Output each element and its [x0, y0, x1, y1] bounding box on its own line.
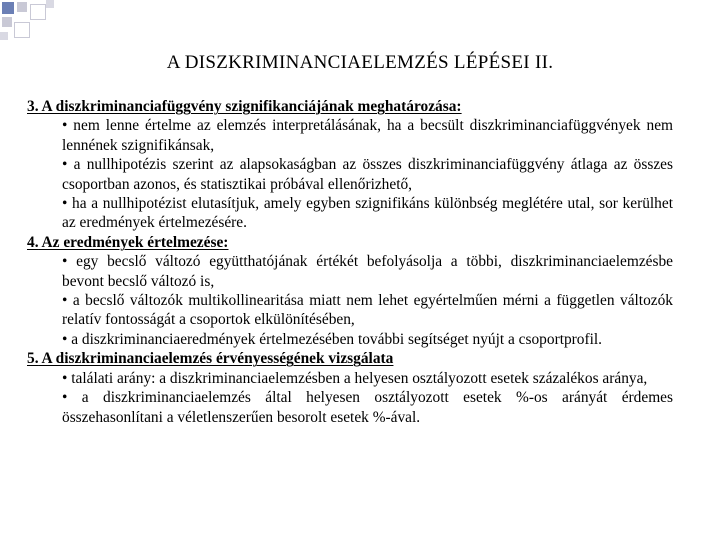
decor-square-icon	[2, 17, 12, 27]
list-item: • nem lenne értelme az elemzés interpretálásának, ha a becsült diszkriminanciafüggvények nem lennének szignifikánsak,	[62, 117, 673, 154]
section-heading-text: A diszkriminanciaelemzés érvényességének vizsgálata	[41, 350, 394, 368]
decor-square-icon	[17, 2, 27, 12]
list-item: • a diszkriminanciaeredmények értelmezésében további segítséget nyújt a csoportprofil.	[62, 330, 603, 348]
section-heading-text: A diszkriminanciafüggvény szignifikanciájának meghatározása:	[41, 98, 462, 115]
list-item: • ha a nullhipotézist elutasítjuk, amely egyben szignifikáns különbség meglétére utal, sor kerülhet az eredmények értelmezésére.	[62, 195, 673, 232]
section-heading	[27, 97, 673, 116]
decor-square-icon	[30, 4, 46, 20]
section-number: 3.	[27, 98, 39, 115]
decor-square-icon	[0, 32, 8, 40]
section-heading-text: Az eredmények értelmezése:	[41, 233, 229, 251]
section-number: 4.	[27, 233, 39, 251]
decor-square-icon	[46, 0, 54, 8]
list-item: • a diszkriminanciaelemzés által helyesen osztályozott esetek %-os arányát érdemes összehasonlítani a véletlenszerűen besorolt esetek %-ával.	[62, 389, 673, 426]
list-item: • a becslő változók multikollinearitása miatt nem lehet egyértelműen mérni a független változók relatív fontosságát a csoportok elkülönítésében,	[62, 292, 673, 329]
corner-decoration	[0, 0, 60, 46]
list-item: • egy becslő változó együtthatójának értékét befolyásolja a többi, diszkriminanciaelemzésbe bevont becslő változó is,	[62, 253, 673, 290]
slide-content	[27, 97, 673, 427]
page-title: A DISZKRIMINANCIAELEMZÉS LÉPÉSEI II.	[166, 52, 554, 73]
decor-square-icon	[14, 22, 30, 38]
section-heading	[27, 233, 673, 252]
list-item: • a nullhipotézis szerint az alapsokaságban az összes diszkriminanciafüggvény átlaga az összes csoportban azonos, és statisztikai próbával ellenőrizhető,	[62, 156, 673, 193]
list-item: • találati arány: a diszkriminanciaelemzésben a helyesen osztályozott esetek százalékos aránya,	[62, 369, 648, 387]
decor-square-icon	[2, 2, 14, 14]
section-number: 5.	[27, 350, 39, 368]
section-heading	[27, 349, 673, 368]
